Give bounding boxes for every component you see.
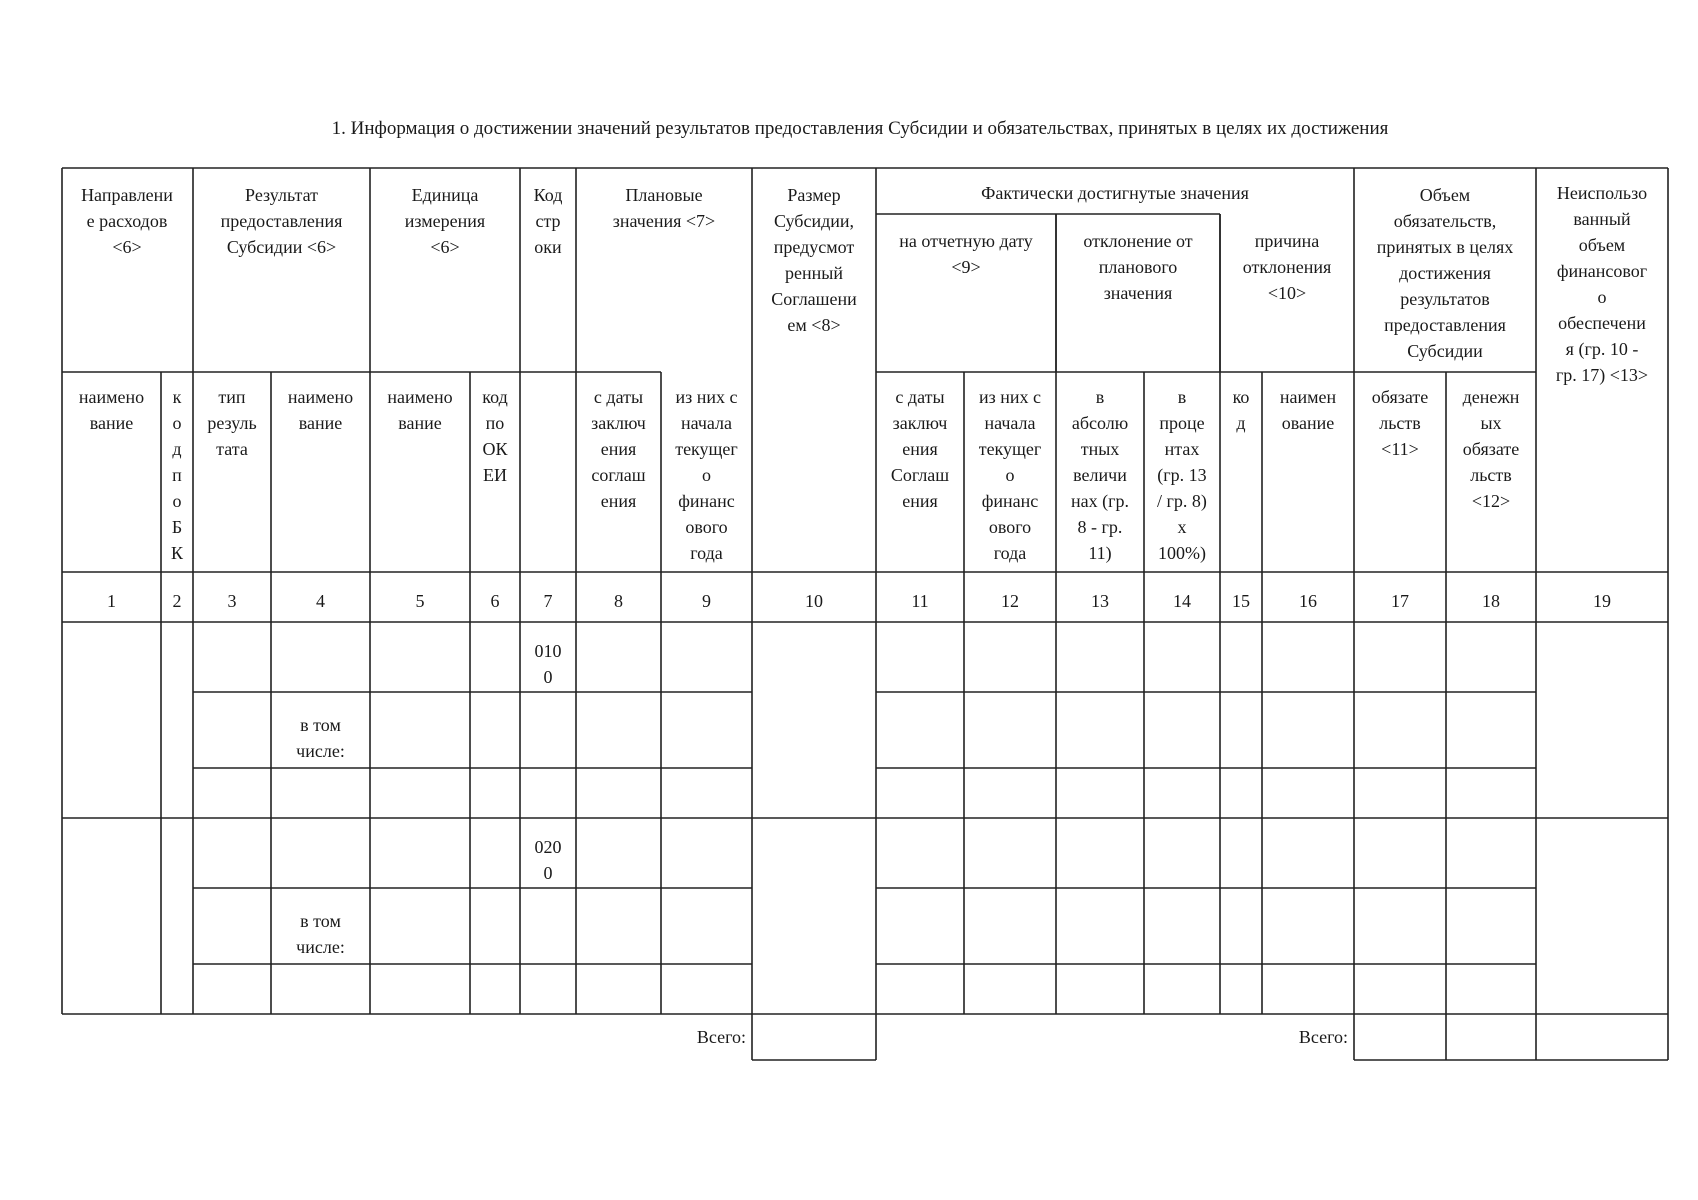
header-direction: Направлени е расходов <6> bbox=[81, 185, 173, 257]
header-result: Результат предоставления Субсидии <6> bbox=[220, 185, 343, 257]
colnum-10: 10 bbox=[805, 591, 823, 611]
subheader-c11: с даты заключ ения Соглаш ения bbox=[890, 387, 950, 511]
colnum-8: 8 bbox=[614, 591, 623, 611]
header-subsidy-size: Размер Субсидии, предусмот ренный Соглашени ем <8> bbox=[771, 185, 857, 335]
subheader-c13: в абсолю тных величи нах (гр. 8 - гр. 11) bbox=[1071, 387, 1129, 563]
header-actual-reason: причина отклонения <10> bbox=[1242, 231, 1332, 303]
total-label-subsidy: Всего: bbox=[696, 1027, 746, 1047]
header-obligations: Объем обязательств, принятых в целях достижения результатов предоставления Субсидии bbox=[1376, 185, 1514, 361]
header-line-code: Код стр оки bbox=[533, 185, 563, 257]
colnum-17: 17 bbox=[1391, 591, 1409, 611]
colnum-12: 12 bbox=[1001, 591, 1019, 611]
colnum-18: 18 bbox=[1482, 591, 1500, 611]
subheader-c8: с даты заключ ения соглаш ения bbox=[591, 387, 646, 511]
subheader-c17: обязате льств <11> bbox=[1371, 387, 1429, 459]
subheader-c9: из них с начала текущег о финанс ового года bbox=[675, 387, 738, 563]
colnum-2: 2 bbox=[172, 591, 182, 611]
header-actual: Фактически достигнутые значения bbox=[981, 183, 1249, 203]
subheader-c15: ко д bbox=[1232, 387, 1250, 433]
subheader-c12: из них с начала текущег о финанс ового года bbox=[978, 387, 1042, 563]
line-code-0100: 010 0 bbox=[534, 641, 562, 687]
colnum-7: 7 bbox=[543, 591, 553, 611]
colnum-9: 9 bbox=[702, 591, 711, 611]
subheader-c2: к о д п о Б К bbox=[170, 387, 183, 563]
colnum-1: 1 bbox=[107, 591, 116, 611]
subheader-c5: наимено вание bbox=[387, 387, 453, 433]
subheader-c3: тип резуль тата bbox=[207, 387, 257, 459]
line-code-0200: 020 0 bbox=[534, 837, 562, 883]
subheader-c14: в проце нтах (гр. 13 / гр. 8) x 100%) bbox=[1157, 387, 1207, 563]
colnum-6: 6 bbox=[490, 591, 500, 611]
colnum-14: 14 bbox=[1173, 591, 1191, 611]
colnum-11: 11 bbox=[911, 591, 929, 611]
header-unit: Единица измерения <6> bbox=[404, 185, 486, 257]
colnum-13: 13 bbox=[1091, 591, 1109, 611]
subheader-c16: наимен ование bbox=[1279, 387, 1337, 433]
subheader-c1: наимено вание bbox=[78, 387, 145, 433]
including-label-2: в том числе: bbox=[296, 911, 345, 957]
colnum-19: 19 bbox=[1593, 591, 1611, 611]
subheader-c4: наимено вание bbox=[287, 387, 354, 433]
header-unused: Неиспользо ванный объем финансовог о обеспечени я (гр. 10 - гр. 17) <13> bbox=[1555, 183, 1649, 385]
subheader-c6: код по ОК ЕИ bbox=[482, 387, 508, 485]
colnum-15: 15 bbox=[1232, 591, 1250, 611]
total-label-obligations: Всего: bbox=[1298, 1027, 1348, 1047]
subheader-c18: денежн ых обязате льств <12> bbox=[1462, 387, 1520, 511]
header-planned: Плановые значения <7> bbox=[612, 185, 716, 231]
header-actual-deviation: отклонение от планового значения bbox=[1083, 231, 1193, 303]
colnum-3: 3 bbox=[227, 591, 237, 611]
colnum-4: 4 bbox=[316, 591, 325, 611]
colnum-16: 16 bbox=[1299, 591, 1317, 611]
colnum-5: 5 bbox=[415, 591, 425, 611]
including-label-1: в том числе: bbox=[296, 715, 345, 761]
header-actual-report-date: на отчетную дату <9> bbox=[899, 231, 1033, 277]
section-title: 1. Информация о достижении значений результатов предоставления Субсидии и обязательствах, принятых в целях их достижения bbox=[331, 118, 1389, 139]
